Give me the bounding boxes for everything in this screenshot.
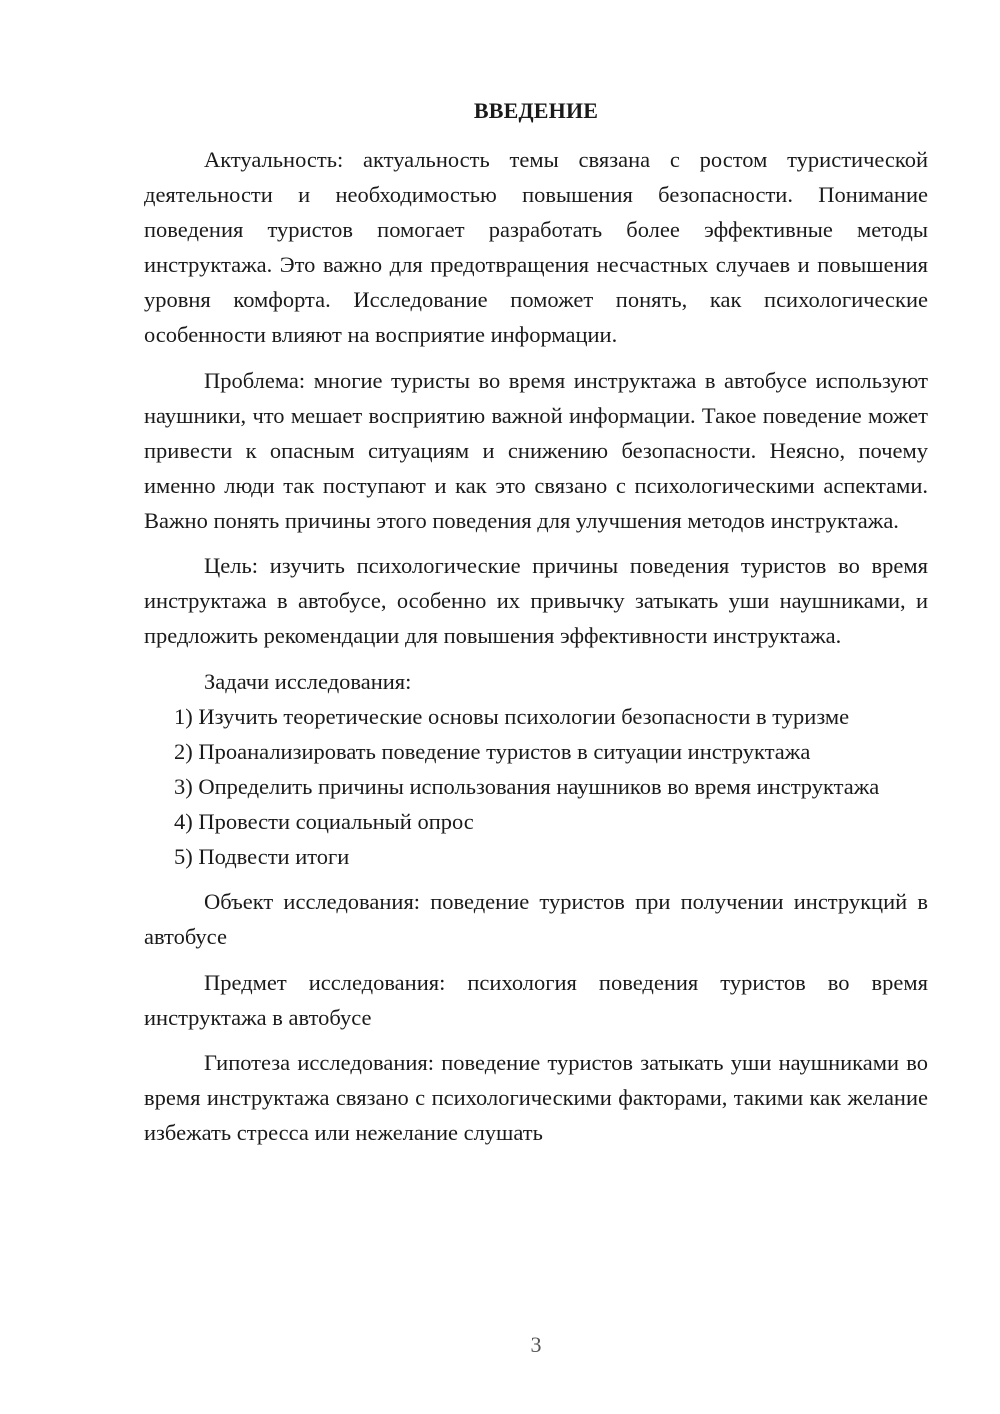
task-item-3: 3) Определить причины использования наушников во время инструктажа [174,773,880,799]
task-item-5: 5) Подвести итоги [174,843,350,869]
subject-paragraph: Предмет исследования: психология поведения туристов во время инструктажа в автобусе [144,969,928,1030]
object-paragraph: Объект исследования: поведение туристов при получении инструкций в автобусе [144,889,928,949]
document-page [144,0,928,1414]
goal-paragraph: Цель: изучить психологические причины поведения туристов во время инструктажа в автобусе, особенно их привычку затыкать уши наушниками, и предложить рекомендации для повышения эффективности инструктажа. [144,553,928,648]
problem-paragraph: Проблема: многие туристы во время инструктажа в автобусе используют наушники, что мешает восприятию важной информации. Такое поведение может привести к опасным ситуациям и снижению безопасности. Неясно, почему именно люди так поступают и как это связано с психологическими аспектами. Важно понять причины этого поведения для улучшения методов инструктажа. [144,367,928,533]
task-item-4: 4) Провести социальный опрос [174,808,474,834]
section-heading: ВВЕДЕНИЕ [473,98,599,123]
tasks-intro: Задачи исследования: [204,668,412,694]
relevance-paragraph: Актуальность: актуальность темы связана с ростом туристической деятельности и необходимостью повышения безопасности. Понимание поведения туристов помогает разработать более эффективные методы инструктажа. Это важно для предотвращения несчастных случаев и повышения уровня комфорта. Исследование поможет понять, как психологические особенности влияют на восприятие информации. [144,147,928,347]
task-item-1: 1) Изучить теоретические основы психологии безопасности в туризме [174,703,850,729]
page-number: 3 [530,1332,542,1357]
task-item-2: 2) Проанализировать поведение туристов в ситуации инструктажа [174,738,811,764]
document-body [144,142,928,1150]
hypothesis-paragraph: Гипотеза исследования: поведение туристов затыкать уши наушниками во время инструктажа связано с психологическими факторами, такими как желание избежать стресса или нежелание слушать [144,1050,928,1145]
